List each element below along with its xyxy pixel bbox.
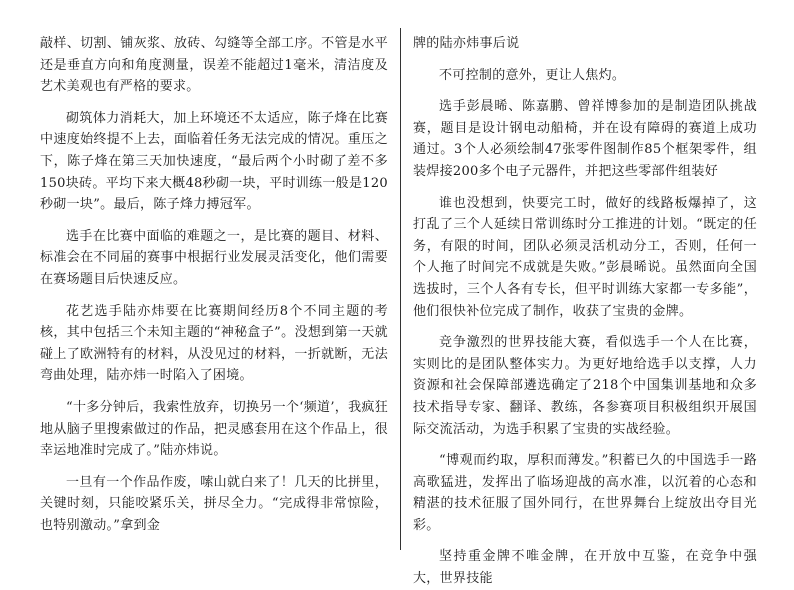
paragraph: 选手彭晨晞、陈嘉鹏、曾祥博参加的是制造团队挑战赛，题目是设计钢电动船椅，并在设有障碍的赛道上成功通过。3个人必须绘制47张零件图制作85个框架零件，组装焊接200多个电子元器件，并把这些零部件组装好 [413, 99, 757, 179]
paragraph: 砌筑体力消耗大，加上环境还不太适应，陈子烽在比赛中速度始终提不上去，面临着任务无法完成的情况。重压之下，陈子烽在第三天加快速度，“最后两个小时砌了差不多150块砖。平均下来大概48秒砌一块，平时训练一般是120秒砌一块”。最后，陈子烽力搏冠军。 [40, 110, 388, 213]
paragraph: 竞争激烈的世界技能大赛，看似选手一个人在比赛，实则比的是团队整体实力。为更好地给选手以支撑，人力资源和社会保障部遴选确定了218个中国集训基地和众多技术指导专家、翻译、教练，各参赛项目积极组织开展国际交流活动，为选手积累了宝贵的实战经验。 [413, 335, 757, 437]
paragraph: 不可控制的意外，更让人焦灼。 [439, 67, 626, 83]
paragraph: 选手在比赛中面临的难题之一，是比赛的题目、材料、标准会在不同届的赛事中根据行业发展灵活变化，他们需要在赛场题目后快速反应。 [40, 228, 388, 287]
paragraph: 花艺选手陆亦炜要在比赛期间经历8个不同主题的考核，其中包括三个未知主题的“神秘盒子”。没想到第一天就碰上了欧洲特有的材料，从没见过的材料，一折就断，无法弯曲处理，陆亦炜一时陷入了困境。 [40, 303, 388, 384]
paragraph: 敲样、切割、铺灰浆、放砖、勾缝等全部工序。不管是水平还是垂直方向和角度测量，误差不能超过1毫米，清洁度及艺术美观也有严格的要求。 [40, 36, 388, 95]
paragraph: “博观而约取，厚积而薄发。”积蓄已久的中国选手一路高歌猛进，发挥出了临场迎战的高水准，以沉着的心态和精湛的技术征服了国外同行，在世界舞台上绽放出夺目光彩。 [413, 453, 757, 533]
paragraph: 谁也没想到，快要完工时，做好的线路板爆掉了，这打乱了三个人延续日常训练时分工推进的计划。“既定的任务，有限的时间，团队必须灵活机动分工，否则，任何一个人拖了时间完不成就是失败。”彭晨晞说。虽然面向全国选拔时，三个人各有专长，但平时训练大家都一专多能”，他们很快补位完成了制作，收获了宝贵的金牌。 [413, 195, 757, 319]
paragraph: “十多分钟后，我索性放弃，切换另一个‘频道’，我疯狂地从脑子里搜索做过的作品，把灵感套用在这个作品上，很幸运地准时完成了。”陆亦炜说。 [40, 399, 388, 459]
right-column [413, 33, 757, 590]
paragraph: 坚持重金牌不唯金牌，在开放中互鉴，在竞争中强大，世界技能 [413, 549, 757, 587]
paragraph: 牌的陆亦炜事后说 [413, 36, 520, 51]
paragraph: 一旦有一个作品作废，嗦山就白来了！几天的比拼里，关键时刻，只能咬紧乐关，拼尽全力。“完成得非常惊险，也特别激动。”拿到金 [40, 474, 388, 533]
column-divider [400, 28, 401, 550]
left-column [40, 33, 388, 536]
